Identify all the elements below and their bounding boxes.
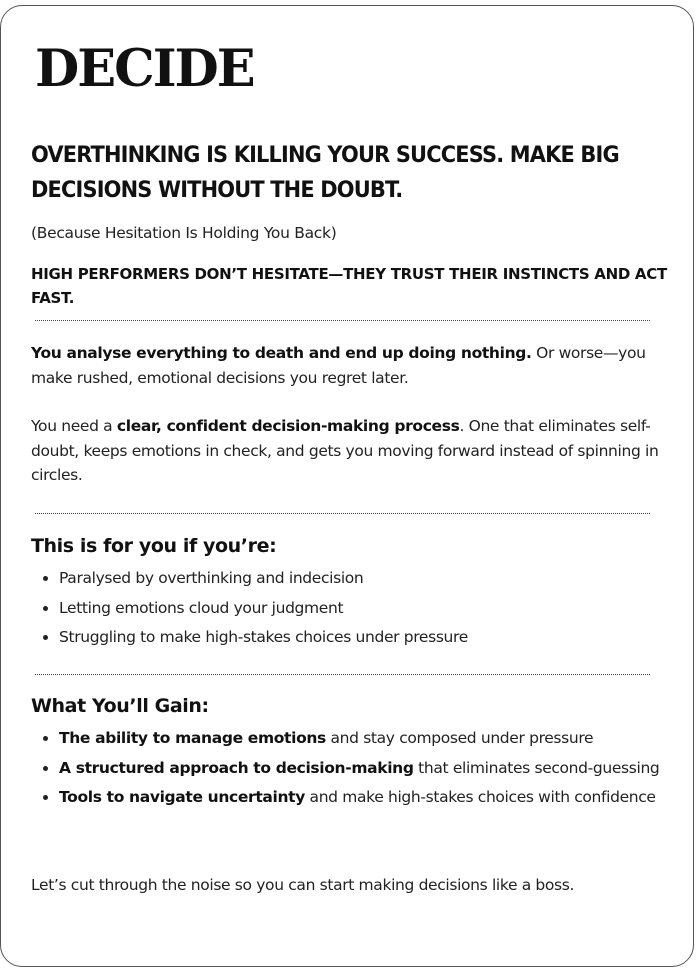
list-item: • Struggling to make high-stakes choices under pressure [59, 623, 676, 653]
intro-text: You need a [31, 417, 117, 435]
gain-list [31, 724, 676, 813]
list-item [59, 724, 676, 754]
for-you-title: This is for you if you’re: [31, 535, 277, 557]
closing-text: Let’s cut through the noise so you can start making decisions like a boss. [31, 876, 575, 894]
subheadline: (Because Hesitation Is Holding You Back) [31, 224, 337, 242]
gain-text: that eliminates second-guessing [413, 758, 660, 777]
gain-text: and stay composed under pressure [325, 729, 594, 747]
gain-bold-text: The ability to manage emotions [59, 729, 326, 747]
divider [35, 674, 650, 675]
gain-title: What You’ll Gain: [31, 695, 209, 717]
gain-text: and make high-stakes choices with confidence [304, 788, 656, 806]
intro-bold-text: clear, confident decision-making process [116, 417, 460, 435]
intro-paragraph-1 [31, 341, 671, 390]
divider [35, 320, 650, 321]
for-you-list [31, 564, 676, 653]
list-item [59, 754, 676, 784]
intro-paragraph-2 [31, 414, 671, 488]
list-item [59, 783, 676, 813]
gain-bold-text: Tools to navigate uncertainty [59, 788, 305, 806]
gain-bold-text: A structured approach to decision-making [59, 758, 414, 777]
intro-text: Or worse—you make rushed, emotional decisions you regret later. [31, 344, 646, 387]
divider [35, 513, 650, 514]
intro-bold-text: You analyse everything to death and end up doing nothing. [31, 344, 532, 362]
intro-text: . One that eliminates self-doubt, keeps emotions in check, and gets you moving forward instead of spinning in circles. [31, 417, 659, 484]
tagline: HIGH PERFORMERS DON’T HESITATE—THEY TRUST THEIR INSTINCTS AND ACT FAST. [31, 265, 667, 307]
list-item: • Letting emotions cloud your judgment [59, 594, 676, 624]
list-item: • Paralysed by overthinking and indecision [59, 564, 676, 594]
headline: OVERTHINKING IS KILLING YOUR SUCCESS. MAKE BIG DECISIONS WITHOUT THE DOUBT. [31, 142, 619, 203]
brand-title: DECIDE [35, 39, 254, 99]
